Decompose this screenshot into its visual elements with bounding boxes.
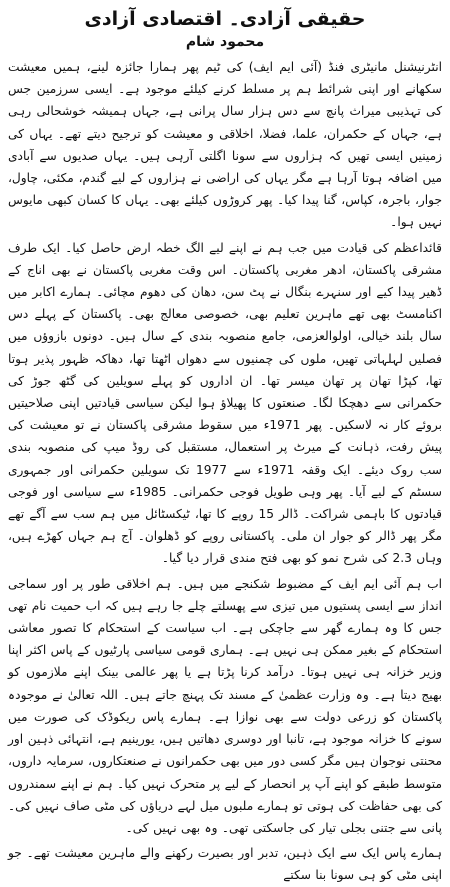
- article-author: محمود شام: [185, 34, 265, 50]
- paragraph-3: اب ہم آئی ایم ایف کے مضبوط شکنجے میں ہیں۔ ہم اخلاقی طور پر اور سماجی انداز سے ایسی پستیوں میں تیزی سے پھسلتے چلے جا رہے ہیں کہ اب حمیت نام تھی جس کا وہ ہمارے گھر سے جاچکی ہے۔ اب سیاست کے استحکام کا تصور معاشی استحکام کے بغیر ممکن ہی نہیں ہے۔ ہماری قومی سیاسی پارٹیوں کے پاس اکثر اپنا وزیر خزانہ ہی نہیں ہوتا۔ درآمد کرنا پڑتا ہے یا پھر عالمی بینک اپنے ملازموں کو بھیج دیتا ہے۔ وہ وزارت عظمیٰ کے مسند تک پہنچ جاتے ہیں۔ اللہ تعالیٰ نے موجودہ پاکستان کو زرعی دولت سے بھی نوازا ہے۔ ہمارے پاس ریکوڈک کی صورت میں سونے کا خزانہ موجود ہے، تانبا اور دوسری دھاتیں ہیں، یورینیم ہے، انتہائی ذہین اور محنتی نوجوان ہیں مگر کسی دور میں بھی حکمرانوں نے صنعتکاروں، سرمایہ داروں، متوسط طبقے کو اپنے آپ پر انحصار کے لیے پر متحرک نہیں کیا۔ ہم نے اپنے سمندروں کی بھی حفاظت کی ہوتی تو ہمارے ملبوں میل لہے دریاؤں کی مٹی صاف نہیں کی۔ پانی سے جتنی بجلی تیار کی جاسکتی تھی۔ وہ بھی نہیں کی۔: [8, 576, 442, 835]
- paragraph-1: انٹرنیشنل مانیٹری فنڈ (آئی ایم ایف) کی ٹیم پھر ہمارا جائزہ لینے، ہمیں معیشت سکھانے اور اپنی شرائط ہم پر مسلط کرنے کیلئے موجود ہے۔ ایسی سرزمین جس کی تہذیبی میراث پانچ سے دس ہزار سال پرانی ہے، جہاں ہمیشہ خوشحالی رہی ہے، جہاں کے حکمران، علما، فضلا، اخلاقی و معیشت کو ترجیح دیتے تھے۔ یہاں کی زمینیں ایسی تھیں کہ ہزاروں سے سونا اگلتی آرہی ہیں۔ یہاں صدیوں سے آبادی میں اضافہ ہوتا آرہا ہے مگر یہاں کی اراضی نے ہزاروں کے لیے گندم، مکئی، چاول، جوار، باجرہ، کپاس، گنا پیدا کیا۔ پھر کروڑوں کیلئے بھی۔ یہاں کا کسان کبھی مایوس نہیں ہوا۔: [8, 60, 442, 230]
- paragraph-4: ہمارے پاس ایک سے ایک ذہین، تدبر اور بصیرت رکھنے والے ماہرین معیشت تھے۔ جو اپنی مٹی کو ہی سونا بنا سکتے: [8, 846, 442, 883]
- article-title: حقیقی آزادی۔ اقتصادی آزادی: [84, 8, 366, 30]
- paragraph-2: قائداعظم کی قیادت میں جب ہم نے اپنے لیے الگ خطہ ارض حاصل کیا۔ ایک طرف مشرقی پاکستان، ادھر مغربی پاکستان۔ اس وقت مغربی پاکستان نے بھی اناج کے ڈھیر پیدا کیے اور سنہرے بنگال نے پٹ سن، دھان کی دھوم مچائی۔ ہمارے اکابر میں اکنامسٹ بھی تھے ماہرین تعلیم بھی، خصوصی معالج بھی۔ پاکستان کے پہلے دس سال بلند خیالی، اولوالعزمی، جامع منصوبہ بندی کے سال ہیں۔ دونوں بازوؤں میں فصلیں لہلہاتی تھیں، ملوں کی چمنیوں سے دھواں اٹھتا تھا، دھاکہ ظہور پذیر ہوتا تھا، کپڑا تھان پر تھان میسر تھا۔ ان اداروں کو پہلے سویلین کی گٹھ جوڑ کی حکمرانی سے دھچکا لگا۔ صنعتوں کا پھیلاؤ ہوا لیکن سیاسی قیادتیں اپنی صلاحیتیں بروئے کار نہ لاسکیں۔ پھر 1971ء میں سقوط مشرقی پاکستان نے تو معیشت کی پیش رفت، ذہانت کے میرٹ پر استعمال، مستقبل کی روڈ میپ کی منصوبہ بندی سب روک دیئے۔ ایک وقفہ 1971ء سے 1977 تک سویلین حکمرانی اور جمہوری سسٹم کے لیے آیا۔ پھر وہی طویل فوجی حکمرانی۔ 1985ء سے سیاسی اور فوجی قیادتوں کا باہمی شراکت۔ ڈالر 15 روپے کا تھا، ٹیکسٹائل میں ہم سب سے آگے تھے مگر پھر ڈالر کو جوار ان ملی۔ پاکستانی روپے کو ڈھلوان۔ آج ہم جہاں کھڑے ہیں، وہاں 2.3 کی شرح نمو کو بھی فتح مندی قرار دیا گیا۔: [8, 240, 443, 566]
